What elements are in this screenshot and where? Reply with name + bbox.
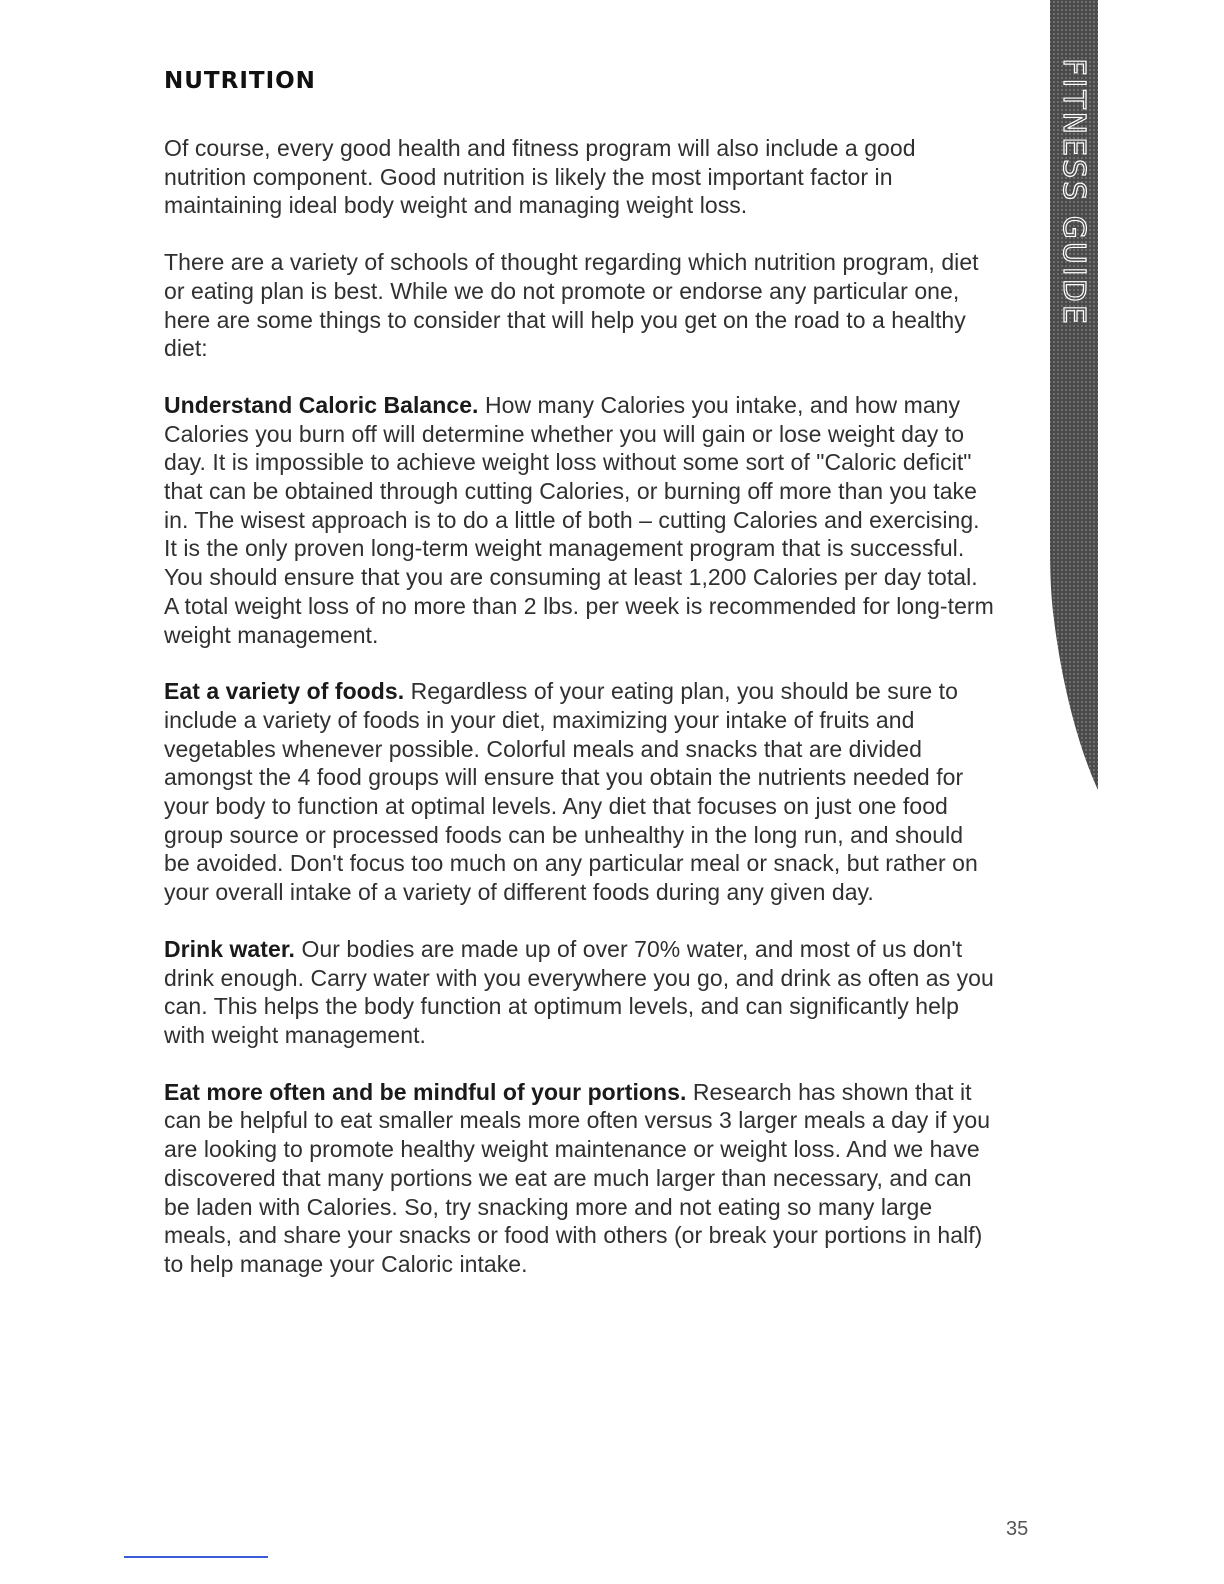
paragraph-text: Regardless of your eating plan, you should be sure to include a variety of foods in your diet, maximizing your intake of fruits and vegetables whenever possible. Colorful meals and snacks that are divided amongst the 4 food groups will ensure that you obtain the nutrients needed for your body to function at optimal levels. Any diet that focuses on just one food group source or processed foods can be unhealthy in the long run, and should be avoided. Don't focus too much on any particular meal or snack, but rather on your overall intake of a variety of different foods during any given day.: [164, 678, 978, 906]
paragraph-portions: [164, 1078, 994, 1279]
paragraph-lead: Eat a variety of foods.: [164, 678, 405, 705]
paragraph-variety: [164, 677, 994, 907]
paragraph-caloric-balance: [164, 391, 994, 649]
paragraph-lead: Understand Caloric Balance.: [164, 391, 479, 418]
paragraph-text: Our bodies are made up of over 70% water, and most of us don't drink enough. Carry water with you everywhere you go, and drink as often as you can. This helps the body function at optimum levels, and can significantly help with weight management.: [164, 935, 994, 1048]
paragraph-intro: [164, 134, 994, 220]
paragraph-text: There are a variety of schools of thought regarding which nutrition program, diet or eating plan is best. While we do not promote or endorse any particular one, here are some things to consider that will help you get on the road to a healthy diet:: [164, 249, 979, 362]
side-tab-text: FITNESS GUIDE: [1055, 58, 1091, 327]
paragraph-lead: Eat more often and be mindful of your portions.: [164, 1078, 687, 1105]
page-number: 35: [1006, 1518, 1029, 1540]
paragraph-text: Of course, every good health and fitness program will also include a good nutrition component. Good nutrition is likely the most important factor in maintaining ideal body weight and managing weight loss.: [164, 135, 916, 219]
paragraph-schools: [164, 248, 994, 363]
article: [164, 68, 994, 1307]
footer-rule: [124, 1556, 268, 1558]
paragraph-text: Research has shown that it can be helpful to eat smaller meals more often versus 3 larger meals a day if you are looking to promote healthy weight maintenance or weight loss. And we have discovered that many portions we eat are much larger than necessary, and can be laden with Calories. So, try snacking more and not eating so many large meals, and share your snacks or food with others (or break your portions in half) to help manage your Caloric intake.: [164, 1078, 991, 1277]
paragraph-text: How many Calories you intake, and how many Calories you burn off will determine whether you will gain or lose weight day to day. It is impossible to achieve weight loss without some sort of "Caloric deficit" that can be obtained through cutting Calories, or burning off more than you take in. The wisest approach is to do a little of both – cutting Calories and exercising. It is the only proven long-term weight management program that is successful. You should ensure that you are consuming at least 1,200 Calories per day total. A total weight loss of no more than 2 lbs. per week is recommended for long-term weight management.: [164, 391, 994, 648]
paragraph-lead: Drink water.: [164, 935, 295, 962]
side-tab-label: [1050, 58, 1096, 327]
paragraph-water: [164, 935, 994, 1050]
page-title: NUTRITION: [164, 68, 316, 94]
